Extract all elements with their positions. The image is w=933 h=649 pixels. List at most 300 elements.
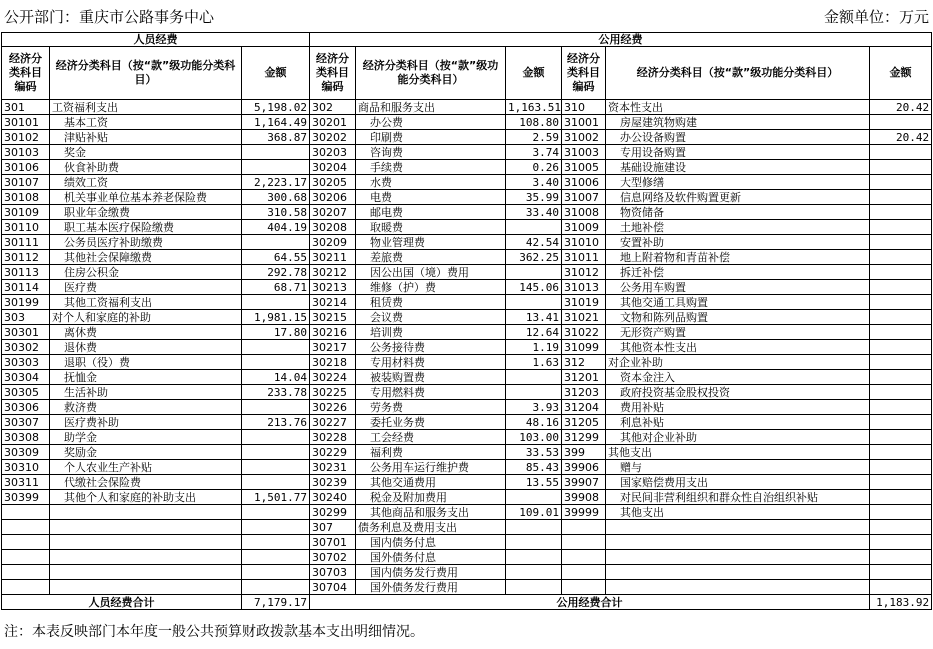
cell-code: 30304 — [2, 370, 50, 385]
cell-code: 31019 — [562, 295, 606, 310]
cell-amount: 1,501.77 — [242, 490, 310, 505]
cell-code: 30309 — [2, 445, 50, 460]
cell-name: 其他对企业补助 — [606, 430, 870, 445]
table-row — [2, 355, 932, 370]
col-amount: 金额 — [506, 47, 562, 100]
cell-code: 31205 — [562, 415, 606, 430]
cell-amount — [242, 295, 310, 310]
cell-name: 取暖费 — [356, 220, 506, 235]
cell-name: 其他支出 — [606, 505, 870, 520]
cell-amount: 17.80 — [242, 325, 310, 340]
cell-name: 对企业补助 — [606, 355, 870, 370]
table-row — [2, 340, 932, 355]
cell-name: 医疗费 — [50, 280, 242, 295]
cell-name: 工资福利支出 — [50, 100, 242, 115]
cell-code: 30216 — [310, 325, 356, 340]
table-row — [2, 385, 932, 400]
cell-code: 30399 — [2, 490, 50, 505]
cell-code: 31299 — [562, 430, 606, 445]
table-row — [2, 445, 932, 460]
cell-amount — [242, 430, 310, 445]
cell-amount — [242, 580, 310, 595]
cell-amount: 292.78 — [242, 265, 310, 280]
table-row — [2, 535, 932, 550]
personnel-total-label: 人员经费合计 — [2, 595, 242, 610]
cell-amount — [870, 325, 932, 340]
cell-code: 30303 — [2, 355, 50, 370]
cell-name — [50, 565, 242, 580]
cell-name: 咨询费 — [356, 145, 506, 160]
cell-amount: 1,981.15 — [242, 310, 310, 325]
cell-name: 国外债务付息 — [356, 550, 506, 565]
table-row — [2, 145, 932, 160]
cell-amount — [242, 340, 310, 355]
cell-name — [606, 550, 870, 565]
cell-amount — [506, 385, 562, 400]
cell-amount — [870, 565, 932, 580]
cell-code: 30227 — [310, 415, 356, 430]
cell-amount — [506, 295, 562, 310]
cell-name: 公务用车运行维护费 — [356, 460, 506, 475]
cell-name: 对民间非营利组织和群众性自治组织补贴 — [606, 490, 870, 505]
cell-name: 国内债务发行费用 — [356, 565, 506, 580]
cell-amount — [506, 490, 562, 505]
cell-name: 专用燃料费 — [356, 385, 506, 400]
cell-name: 物资储备 — [606, 205, 870, 220]
cell-code: 307 — [310, 520, 356, 535]
table-row — [2, 175, 932, 190]
cell-name: 信息网络及软件购置更新 — [606, 190, 870, 205]
cell-code: 31013 — [562, 280, 606, 295]
cell-amount: 368.87 — [242, 130, 310, 145]
cell-name: 抚恤金 — [50, 370, 242, 385]
col-name: 经济分类科目（按“款”级功能分类科目） — [356, 47, 506, 100]
cell-name: 被装购置费 — [356, 370, 506, 385]
cell-code: 30305 — [2, 385, 50, 400]
cell-name: 利息补贴 — [606, 415, 870, 430]
public-total-label: 公用经费合计 — [310, 595, 870, 610]
cell-amount: 310.58 — [242, 205, 310, 220]
cell-amount — [870, 475, 932, 490]
cell-name: 物业管理费 — [356, 235, 506, 250]
cell-amount — [870, 385, 932, 400]
cell-name — [606, 520, 870, 535]
cell-code: 30110 — [2, 220, 50, 235]
cell-name: 水费 — [356, 175, 506, 190]
cell-amount: 14.04 — [242, 370, 310, 385]
cell-amount — [242, 460, 310, 475]
cell-amount — [870, 520, 932, 535]
cell-name: 租赁费 — [356, 295, 506, 310]
col-name: 经济分类科目（按“款”级功能分类科目） — [606, 47, 870, 100]
cell-amount: 20.42 — [870, 100, 932, 115]
cell-amount — [870, 265, 932, 280]
cell-name: 房屋建筑物购建 — [606, 115, 870, 130]
cell-amount — [870, 340, 932, 355]
cell-name: 救济费 — [50, 400, 242, 415]
table-row — [2, 295, 932, 310]
cell-amount — [870, 415, 932, 430]
table-row — [2, 235, 932, 250]
cell-name: 维修（护）费 — [356, 280, 506, 295]
cell-code: 31001 — [562, 115, 606, 130]
cell-name: 其他工资福利支出 — [50, 295, 242, 310]
cell-code: 30701 — [310, 535, 356, 550]
cell-amount — [870, 220, 932, 235]
cell-code: 30229 — [310, 445, 356, 460]
cell-code: 30101 — [2, 115, 50, 130]
cell-amount: 20.42 — [870, 130, 932, 145]
cell-amount — [506, 580, 562, 595]
cell-name: 机关事业单位基本养老保险费 — [50, 190, 242, 205]
cell-amount: 103.00 — [506, 430, 562, 445]
cell-name — [606, 565, 870, 580]
department-label: 公开部门：重庆市公路事务中心 — [4, 8, 215, 26]
cell-name: 劳务费 — [356, 400, 506, 415]
cell-name: 债务利息及费用支出 — [356, 520, 506, 535]
cell-amount: 35.99 — [506, 190, 562, 205]
table-row — [2, 325, 932, 340]
cell-code: 30103 — [2, 145, 50, 160]
total-row — [2, 595, 932, 610]
cell-code: 31021 — [562, 310, 606, 325]
unit-label: 金额单位：万元 — [823, 8, 929, 26]
cell-code — [562, 580, 606, 595]
cell-code: 30206 — [310, 190, 356, 205]
cell-amount — [242, 400, 310, 415]
cell-code: 30213 — [310, 280, 356, 295]
cell-code: 31203 — [562, 385, 606, 400]
table-row — [2, 250, 932, 265]
cell-amount: 2,223.17 — [242, 175, 310, 190]
cell-amount — [242, 355, 310, 370]
cell-code: 30202 — [310, 130, 356, 145]
cell-code: 31005 — [562, 160, 606, 175]
cell-amount — [870, 280, 932, 295]
cell-code: 30212 — [310, 265, 356, 280]
cell-amount: 33.40 — [506, 205, 562, 220]
cell-name: 工会经费 — [356, 430, 506, 445]
cell-name: 津贴补贴 — [50, 130, 242, 145]
cell-amount — [870, 580, 932, 595]
cell-code: 30228 — [310, 430, 356, 445]
cell-name: 公务接待费 — [356, 340, 506, 355]
cell-code: 30704 — [310, 580, 356, 595]
public-total-value: 1,183.92 — [870, 595, 932, 610]
cell-name: 无形资产购置 — [606, 325, 870, 340]
cell-code: 303 — [2, 310, 50, 325]
cell-amount: 233.78 — [242, 385, 310, 400]
cell-name: 费用补贴 — [606, 400, 870, 415]
cell-amount: 1,163.51 — [506, 100, 562, 115]
cell-code — [562, 565, 606, 580]
cell-code: 30204 — [310, 160, 356, 175]
table-row — [2, 475, 932, 490]
cell-amount — [870, 355, 932, 370]
cell-amount — [242, 160, 310, 175]
cell-amount — [506, 565, 562, 580]
table-row — [2, 310, 932, 325]
cell-code: 30214 — [310, 295, 356, 310]
cell-code: 31006 — [562, 175, 606, 190]
cell-amount — [242, 145, 310, 160]
cell-amount — [870, 295, 932, 310]
cell-code: 31012 — [562, 265, 606, 280]
cell-code: 31011 — [562, 250, 606, 265]
cell-code: 312 — [562, 355, 606, 370]
cell-code: 31010 — [562, 235, 606, 250]
cell-code: 30106 — [2, 160, 50, 175]
cell-amount: 2.59 — [506, 130, 562, 145]
cell-name: 福利费 — [356, 445, 506, 460]
cell-amount: 404.19 — [242, 220, 310, 235]
cell-code: 31002 — [562, 130, 606, 145]
table-row — [2, 550, 932, 565]
cell-amount: 108.80 — [506, 115, 562, 130]
cell-amount: 1,164.49 — [242, 115, 310, 130]
cell-name: 手续费 — [356, 160, 506, 175]
cell-code: 30301 — [2, 325, 50, 340]
cell-amount — [870, 535, 932, 550]
cell-name — [50, 550, 242, 565]
cell-name: 其他支出 — [606, 445, 870, 460]
cell-code: 302 — [310, 100, 356, 115]
cell-amount: 33.53 — [506, 445, 562, 460]
cell-name: 资本金注入 — [606, 370, 870, 385]
cell-name: 生活补助 — [50, 385, 242, 400]
cell-amount: 213.76 — [242, 415, 310, 430]
cell-code: 30224 — [310, 370, 356, 385]
col-code: 经济分类科目编码 — [310, 47, 356, 100]
cell-code: 399 — [562, 445, 606, 460]
cell-code: 30209 — [310, 235, 356, 250]
table-row — [2, 130, 932, 145]
cell-code: 30302 — [2, 340, 50, 355]
cell-amount: 1.63 — [506, 355, 562, 370]
table-row — [2, 430, 932, 445]
cell-name: 绩效工资 — [50, 175, 242, 190]
col-amount: 金额 — [242, 47, 310, 100]
cell-code: 301 — [2, 100, 50, 115]
cell-amount — [870, 235, 932, 250]
cell-name: 其他交通工具购置 — [606, 295, 870, 310]
cell-amount: 64.55 — [242, 250, 310, 265]
cell-amount — [870, 190, 932, 205]
cell-amount — [506, 370, 562, 385]
cell-amount: 300.68 — [242, 190, 310, 205]
cell-name: 大型修缮 — [606, 175, 870, 190]
cell-code: 30113 — [2, 265, 50, 280]
cell-name — [606, 580, 870, 595]
cell-amount — [870, 460, 932, 475]
cell-code: 30306 — [2, 400, 50, 415]
cell-amount — [870, 145, 932, 160]
cell-name: 离休费 — [50, 325, 242, 340]
cell-code: 30111 — [2, 235, 50, 250]
cell-name: 其他交通费用 — [356, 475, 506, 490]
cell-amount — [870, 490, 932, 505]
table-row — [2, 490, 932, 505]
cell-code — [2, 535, 50, 550]
cell-code: 30240 — [310, 490, 356, 505]
cell-name: 专用材料费 — [356, 355, 506, 370]
cell-name: 拆迁补偿 — [606, 265, 870, 280]
cell-amount: 3.93 — [506, 400, 562, 415]
cell-amount: 1.19 — [506, 340, 562, 355]
footnote: 注：本表反映部门本年度一般公共预算财政拨款基本支出明细情况。 — [4, 624, 424, 640]
cell-code: 30231 — [310, 460, 356, 475]
cell-code: 30702 — [310, 550, 356, 565]
cell-amount — [870, 310, 932, 325]
cell-code: 30114 — [2, 280, 50, 295]
cell-name — [50, 520, 242, 535]
table-row — [2, 280, 932, 295]
cell-code: 30112 — [2, 250, 50, 265]
cell-code — [2, 580, 50, 595]
cell-name: 奖金 — [50, 145, 242, 160]
cell-name: 委托业务费 — [356, 415, 506, 430]
cell-code: 31008 — [562, 205, 606, 220]
cell-amount — [870, 445, 932, 460]
cell-name: 文物和陈列品购置 — [606, 310, 870, 325]
cell-name: 邮电费 — [356, 205, 506, 220]
cell-name: 土地补偿 — [606, 220, 870, 235]
cell-name: 差旅费 — [356, 250, 506, 265]
table-row — [2, 400, 932, 415]
table-row — [2, 520, 932, 535]
cell-amount: 13.55 — [506, 475, 562, 490]
cell-amount: 362.25 — [506, 250, 562, 265]
cell-name: 代缴社会保险费 — [50, 475, 242, 490]
cell-code — [2, 565, 50, 580]
cell-code: 39908 — [562, 490, 606, 505]
cell-amount — [870, 400, 932, 415]
cell-amount: 42.54 — [506, 235, 562, 250]
col-code: 经济分类科目编码 — [562, 47, 606, 100]
table-row — [2, 370, 932, 385]
column-header-row — [2, 47, 932, 100]
cell-code — [562, 535, 606, 550]
cell-name: 医疗费补助 — [50, 415, 242, 430]
cell-name: 其他资本性支出 — [606, 340, 870, 355]
cell-code: 30199 — [2, 295, 50, 310]
section-public: 公用经费 — [310, 33, 932, 47]
cell-name: 因公出国（境）费用 — [356, 265, 506, 280]
cell-amount — [870, 370, 932, 385]
cell-name: 会议费 — [356, 310, 506, 325]
cell-name — [50, 535, 242, 550]
cell-code: 30102 — [2, 130, 50, 145]
cell-code — [2, 550, 50, 565]
cell-amount: 12.64 — [506, 325, 562, 340]
cell-code: 30208 — [310, 220, 356, 235]
cell-code — [562, 520, 606, 535]
cell-name: 地上附着物和青苗补偿 — [606, 250, 870, 265]
cell-code: 30109 — [2, 205, 50, 220]
cell-amount: 68.71 — [242, 280, 310, 295]
cell-amount — [870, 550, 932, 565]
cell-name: 个人农业生产补贴 — [50, 460, 242, 475]
cell-code: 30203 — [310, 145, 356, 160]
cell-amount: 0.26 — [506, 160, 562, 175]
cell-amount — [242, 235, 310, 250]
cell-code: 30225 — [310, 385, 356, 400]
cell-code — [562, 550, 606, 565]
cell-name: 奖励金 — [50, 445, 242, 460]
cell-code: 30308 — [2, 430, 50, 445]
cell-amount — [870, 205, 932, 220]
cell-name: 基本工资 — [50, 115, 242, 130]
table-row — [2, 415, 932, 430]
cell-name: 职业年金缴费 — [50, 205, 242, 220]
cell-amount — [242, 550, 310, 565]
table-row — [2, 220, 932, 235]
cell-amount — [870, 175, 932, 190]
cell-amount — [506, 550, 562, 565]
cell-amount: 85.43 — [506, 460, 562, 475]
cell-name: 对个人和家庭的补助 — [50, 310, 242, 325]
table-row — [2, 265, 932, 280]
cell-code: 31204 — [562, 400, 606, 415]
cell-amount: 48.16 — [506, 415, 562, 430]
cell-name: 电费 — [356, 190, 506, 205]
cell-amount: 3.40 — [506, 175, 562, 190]
cell-amount: 109.01 — [506, 505, 562, 520]
cell-code: 30107 — [2, 175, 50, 190]
cell-code: 39999 — [562, 505, 606, 520]
cell-name: 税金及附加费用 — [356, 490, 506, 505]
cell-amount: 5,198.02 — [242, 100, 310, 115]
cell-name: 专用设备购置 — [606, 145, 870, 160]
cell-code: 30307 — [2, 415, 50, 430]
personnel-total-value: 7,179.17 — [242, 595, 310, 610]
section-header-row — [2, 33, 932, 47]
cell-name: 印刷费 — [356, 130, 506, 145]
cell-code: 39907 — [562, 475, 606, 490]
col-name: 经济分类科目（按“款”级功能分类科目） — [50, 47, 242, 100]
col-code: 经济分类科目编码 — [2, 47, 50, 100]
cell-code: 30239 — [310, 475, 356, 490]
cell-amount — [506, 520, 562, 535]
table-row — [2, 100, 932, 115]
cell-amount — [242, 505, 310, 520]
cell-name: 商品和服务支出 — [356, 100, 506, 115]
cell-name: 其他商品和服务支出 — [356, 505, 506, 520]
cell-name: 基础设施建设 — [606, 160, 870, 175]
cell-amount — [242, 565, 310, 580]
cell-name — [606, 535, 870, 550]
cell-code: 30205 — [310, 175, 356, 190]
cell-code: 30299 — [310, 505, 356, 520]
cell-name: 住房公积金 — [50, 265, 242, 280]
cell-code: 31201 — [562, 370, 606, 385]
cell-amount — [506, 265, 562, 280]
cell-code: 30217 — [310, 340, 356, 355]
cell-code — [2, 520, 50, 535]
cell-code: 30215 — [310, 310, 356, 325]
cell-name: 国外债务发行费用 — [356, 580, 506, 595]
cell-code: 30703 — [310, 565, 356, 580]
cell-code: 30218 — [310, 355, 356, 370]
cell-code: 30108 — [2, 190, 50, 205]
cell-name: 国家赔偿费用支出 — [606, 475, 870, 490]
cell-name: 国内债务付息 — [356, 535, 506, 550]
cell-code: 30211 — [310, 250, 356, 265]
cell-amount — [242, 520, 310, 535]
table-row — [2, 160, 932, 175]
cell-name: 办公设备购置 — [606, 130, 870, 145]
cell-code — [2, 505, 50, 520]
